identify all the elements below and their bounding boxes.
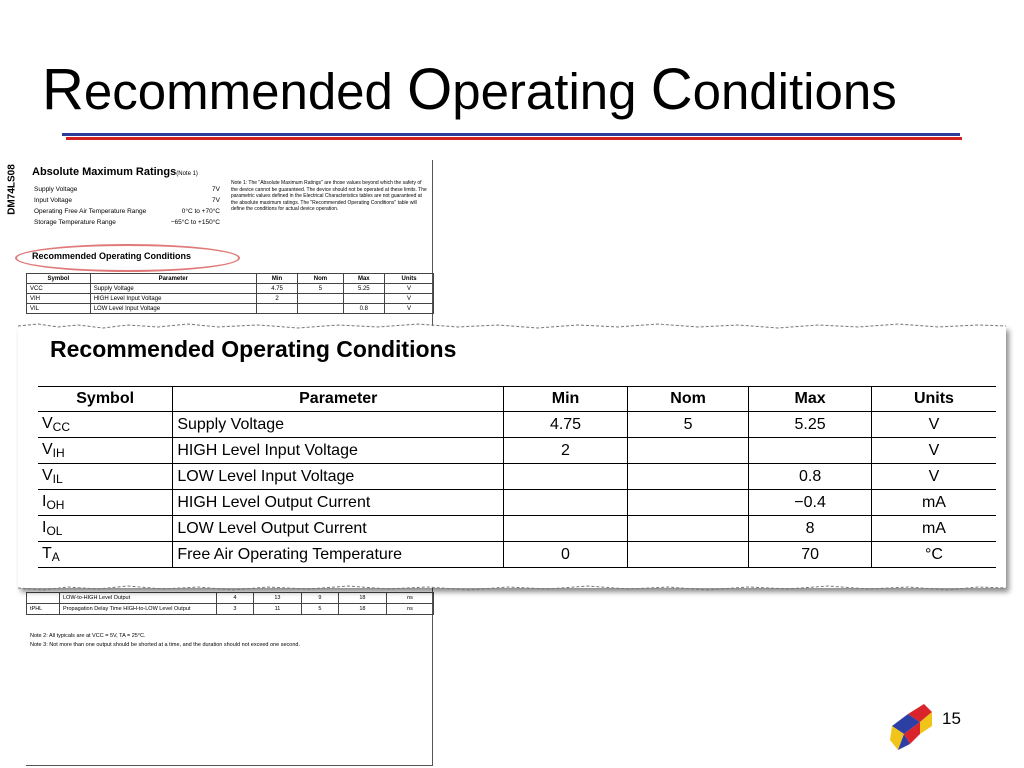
table-row [27,294,434,304]
table-row [27,284,434,294]
torn-edge-bottom [18,585,1006,591]
cell: HIGH Level Input Voltage [90,294,256,304]
side-label-text: DM74LS08 [6,164,18,215]
note-3: Note 3: Not more than one output should be shorted at a time, and the duration should not exceed one second. [30,642,300,648]
cell: 4.75 [256,284,298,294]
symbol: V [42,467,53,484]
symbol-subscript: OL [46,524,63,538]
symbol-subscript: IH [52,446,65,460]
zoom-table-title: Recommended Operating Conditions [50,336,457,362]
max-cell [749,438,872,464]
roc-small-table [26,273,434,314]
cell [343,294,385,304]
min-cell [504,490,628,516]
parameter-cell: Supply Voltage [173,412,504,438]
cell: tPHL [27,604,60,615]
abs-value: 0°C to +70°C [181,208,220,215]
symbol-cell [38,412,173,438]
cell: 5 [302,604,339,615]
cell: 2 [256,294,298,304]
abs-note-ref: (Note 1) [176,171,198,177]
title-rest-1: ecommended [83,63,408,120]
title-rest-3: onditions [692,63,897,120]
symbol: V [42,441,53,458]
slide-title [42,57,897,122]
abs-row [34,206,220,217]
units-cell: mA [871,516,996,542]
min-cell [504,464,628,490]
cell: LOW Level Input Voltage [90,304,256,314]
cell: LOW-to-HIGH Level Output [60,593,217,604]
col-header: Min [256,274,298,284]
symbol: T [42,545,52,562]
units-cell: V [871,412,996,438]
symbol: I [42,519,47,536]
table-row [27,304,434,314]
cell: VCC [27,284,91,294]
parameter-cell: LOW Level Output Current [173,516,504,542]
parameter-cell: Free Air Operating Temperature [173,542,504,568]
cell: V [385,284,434,294]
cell: 9 [302,593,339,604]
nom-cell [627,490,749,516]
cell: 5.25 [343,284,385,294]
col-header: Units [385,274,434,284]
note-1: Note 1: The "Absolute Maximum Ratings" are those values beyond which the safety of the device cannot be guaranteed. The device should not be operated at these limits. The parametric values defined in the Electrical Characteristics tables are not guaranteed at the absolute maximum ratings. The "Recommended Operating Conditions" table will define the conditions for actual device operation. [231,180,427,212]
units-cell: V [871,464,996,490]
abs-row [34,195,220,206]
abs-row [34,184,220,195]
cell: 4 [217,593,254,604]
nom-cell [627,464,749,490]
geometric-logo-icon [886,700,938,752]
page-number: 15 [942,709,961,728]
symbol-subscript: CC [52,420,71,434]
cell: Propagation Delay Time HIGH-to-LOW Level Output [60,604,217,615]
symbol: I [42,493,47,510]
cell: V [385,294,434,304]
title-underline-blue [62,133,960,136]
col-header: Max [343,274,385,284]
parameter-cell: LOW Level Input Voltage [173,464,504,490]
max-cell: 0.8 [749,464,872,490]
cell [298,294,343,304]
title-rest-2: perating [452,63,651,120]
switching-table [26,592,434,615]
cell: 3 [217,604,254,615]
parameter-cell: HIGH Level Output Current [173,490,504,516]
min-cell: 4.75 [504,412,628,438]
units-cell: °C [871,542,996,568]
symbol-cell [38,490,173,516]
units-cell: mA [871,490,996,516]
table-row [38,412,996,438]
title-cap-3: C [650,57,693,122]
max-cell: 8 [749,516,872,542]
nom-cell [627,542,749,568]
min-cell: 0 [504,542,628,568]
symbol-cell [38,542,173,568]
abs-label: Supply Voltage [34,186,78,193]
symbol-cell [38,438,173,464]
col-header-units: Units [871,387,996,412]
abs-label: Storage Temperature Range [34,219,116,226]
col-header-nom: Nom [627,387,749,412]
abs-title-text: Absolute Maximum Ratings [32,166,177,178]
cell [256,304,298,314]
symbol-subscript: IL [52,472,63,486]
roc-small-title: Recommended Operating Conditions [32,251,192,261]
abs-row [34,217,220,228]
table-row [38,464,996,490]
table-row [38,490,996,516]
col-header: Parameter [90,274,256,284]
symbol-subscript: OH [46,498,65,512]
torn-edge-top [18,323,1006,329]
cell: ns [387,604,434,615]
cell: 18 [338,604,386,615]
table-header-row [38,387,996,412]
datasheet-side-label [2,160,22,226]
max-cell: 5.25 [749,412,872,438]
zoom-table [38,386,996,568]
table-row [38,516,996,542]
cell: 18 [338,593,386,604]
cell: ns [387,593,434,604]
col-header: Nom [298,274,343,284]
note-2: Note 2: All typicals are at VCC = 5V, TA = 25°C. [30,633,146,639]
cell: 5 [298,284,343,294]
abs-value: 7V [212,186,220,193]
max-cell: 70 [749,542,872,568]
zoomed-table-panel [18,326,1006,588]
cell: 0.8 [343,304,385,314]
title-cap-1: R [42,57,84,122]
cell: VIH [27,294,91,304]
abs-label: Input Voltage [34,197,72,204]
table-row [27,593,434,604]
nom-cell: 5 [627,412,749,438]
cell: VIL [27,304,91,314]
cell [298,304,343,314]
cell: Supply Voltage [90,284,256,294]
abs-max-list [34,184,220,228]
max-cell: −0.4 [749,490,872,516]
min-cell: 2 [504,438,628,464]
cell: V [385,304,434,314]
nom-cell [627,438,749,464]
min-cell [504,516,628,542]
cell: 11 [253,604,301,615]
symbol-subscript: A [51,550,60,564]
abs-value: −65°C to +150°C [170,219,220,226]
col-header-max: Max [749,387,872,412]
symbol-cell [38,464,173,490]
table-row [38,542,996,568]
nom-cell [627,516,749,542]
table-row [38,438,996,464]
symbol-cell [38,516,173,542]
abs-value: 7V [212,197,220,204]
cell [27,593,60,604]
table-row [27,604,434,615]
title-cap-2: O [407,57,453,122]
cell: 13 [253,593,301,604]
datasheet-notes [30,632,300,650]
units-cell: V [871,438,996,464]
symbol: V [42,415,53,432]
table-header-row [27,274,434,284]
col-header: Symbol [27,274,91,284]
col-header-parameter: Parameter [173,387,504,412]
abs-label: Operating Free Air Temperature Range [34,208,147,215]
parameter-cell: HIGH Level Input Voltage [173,438,504,464]
abs-max-title [32,166,198,178]
title-underline-red [66,137,962,140]
col-header-symbol: Symbol [38,387,173,412]
highlight-oval [15,244,240,272]
col-header-min: Min [504,387,628,412]
